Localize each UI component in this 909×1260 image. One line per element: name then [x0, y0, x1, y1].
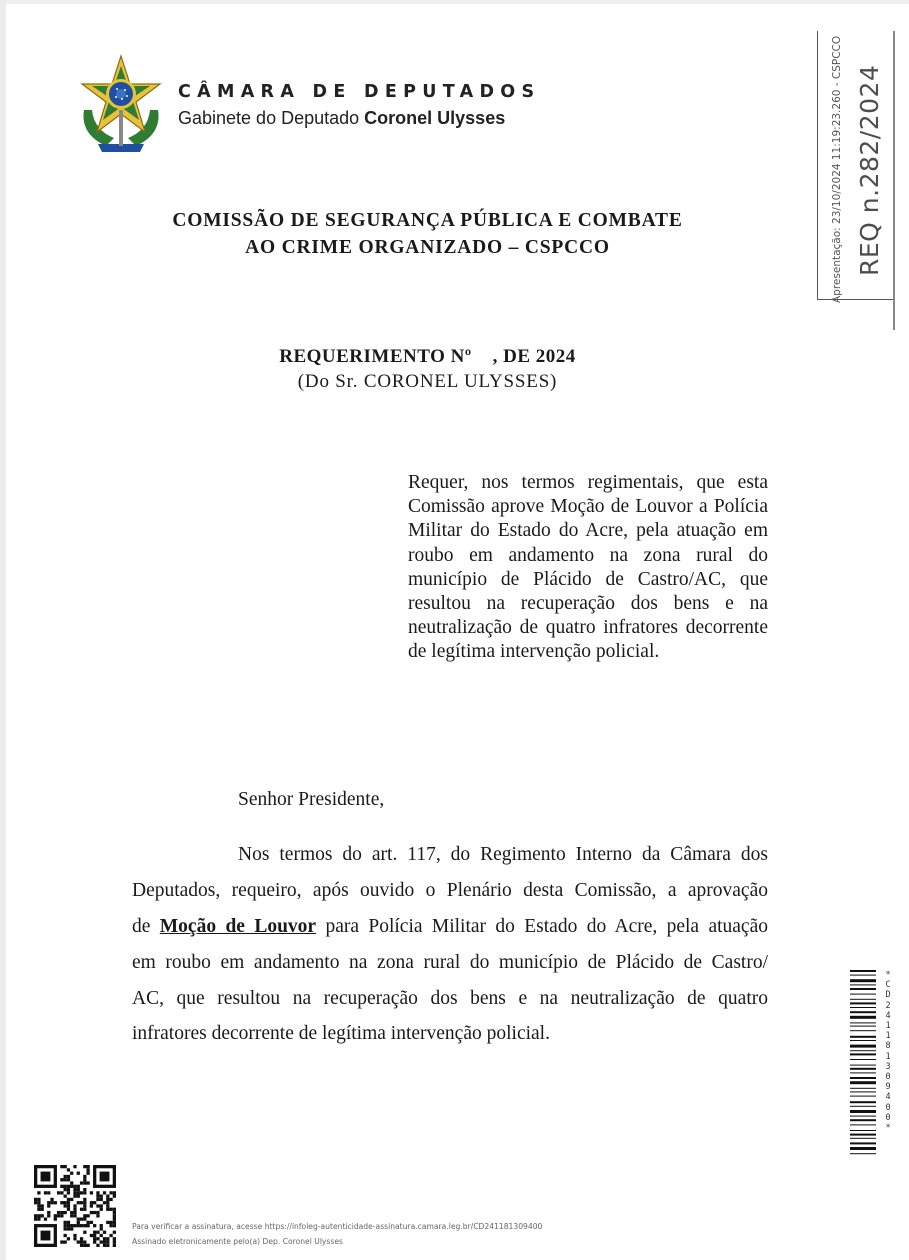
request-title: REQUERIMENTO Nº , DE 2024 [279, 346, 576, 367]
request-number: REQ n.282/2024 [855, 64, 884, 276]
office-subtitle [178, 108, 505, 129]
salutation: Senhor Presidente, [238, 789, 385, 810]
deputy-name: Coronel Ulysses [364, 108, 506, 128]
barcode-icon [850, 970, 876, 1155]
body-line-3-prefix: de [132, 916, 160, 937]
page-left-edge [0, 0, 6, 1260]
body-line-3 [132, 916, 768, 938]
body-line-5: AC, que resultou na recuperação dos bens e na neutralização de quatro [132, 988, 768, 1009]
commission-line-1: COMISSÃO DE SEGURANÇA PÚBLICA E COMBATE [172, 210, 683, 231]
request-author: (Do Sr. CORONEL ULYSSES) [297, 371, 558, 392]
signature-verify-note: Para verificar a assinatura, acesse https://infoleg-autenticidade-assinatura.camara.leg.br/CD241181309400 [132, 1222, 543, 1231]
electronic-signature-note: Assinado eletronicamente pelo(a) Dep. Coronel Ulysses [132, 1237, 343, 1246]
stamp-edge [893, 31, 895, 330]
qr-code-icon[interactable] [34, 1165, 116, 1247]
commission-line-2: AO CRIME ORGANIZADO – CSPCCO [245, 237, 610, 258]
commission-heading [140, 207, 715, 261]
presentation-date: Apresentação: 23/10/2024 11:19:23.260 - CSPCCO [831, 35, 843, 303]
body-line-2: Deputados, requeiro, após ouvido o Plenário desta Comissão, a aprovação [132, 880, 768, 901]
body-line-6: infratores decorrente de legítima intervenção policial. [132, 1023, 550, 1044]
body-line-1: Nos termos do art. 117, do Regimento Interno da Câmara dos [238, 844, 768, 865]
office-prefix: Gabinete do Deputado [178, 108, 365, 128]
motion-of-praise: Moção de Louvor [159, 916, 317, 937]
barcode-code: * C D 2 4 1 1 8 1 3 0 9 4 0 0 * [885, 970, 891, 1134]
page-top-edge [0, 0, 909, 4]
house-name: CÂMARA DE DEPUTADOS [178, 82, 541, 102]
request-summary: Requer, nos termos regimentais, que esta Comissão aprove Moção de Louvor a Polícia Militar do Estado do Acre, pela atuação em roubo em andamento na zona rural do município de Plácido de Castro/AC, que resultou na recuperação dos bens e na neutralização de quatro infratores decorrente de legítima intervenção policial. [408, 472, 768, 663]
body-line-3-suffix: para Polícia Militar do Estado do Acre, pela atuação [316, 916, 768, 937]
body-line-4: em roubo em andamento na zona rural do município de Plácido de Castro/ [132, 952, 768, 973]
brazil-coat-of-arms-icon [78, 54, 164, 154]
